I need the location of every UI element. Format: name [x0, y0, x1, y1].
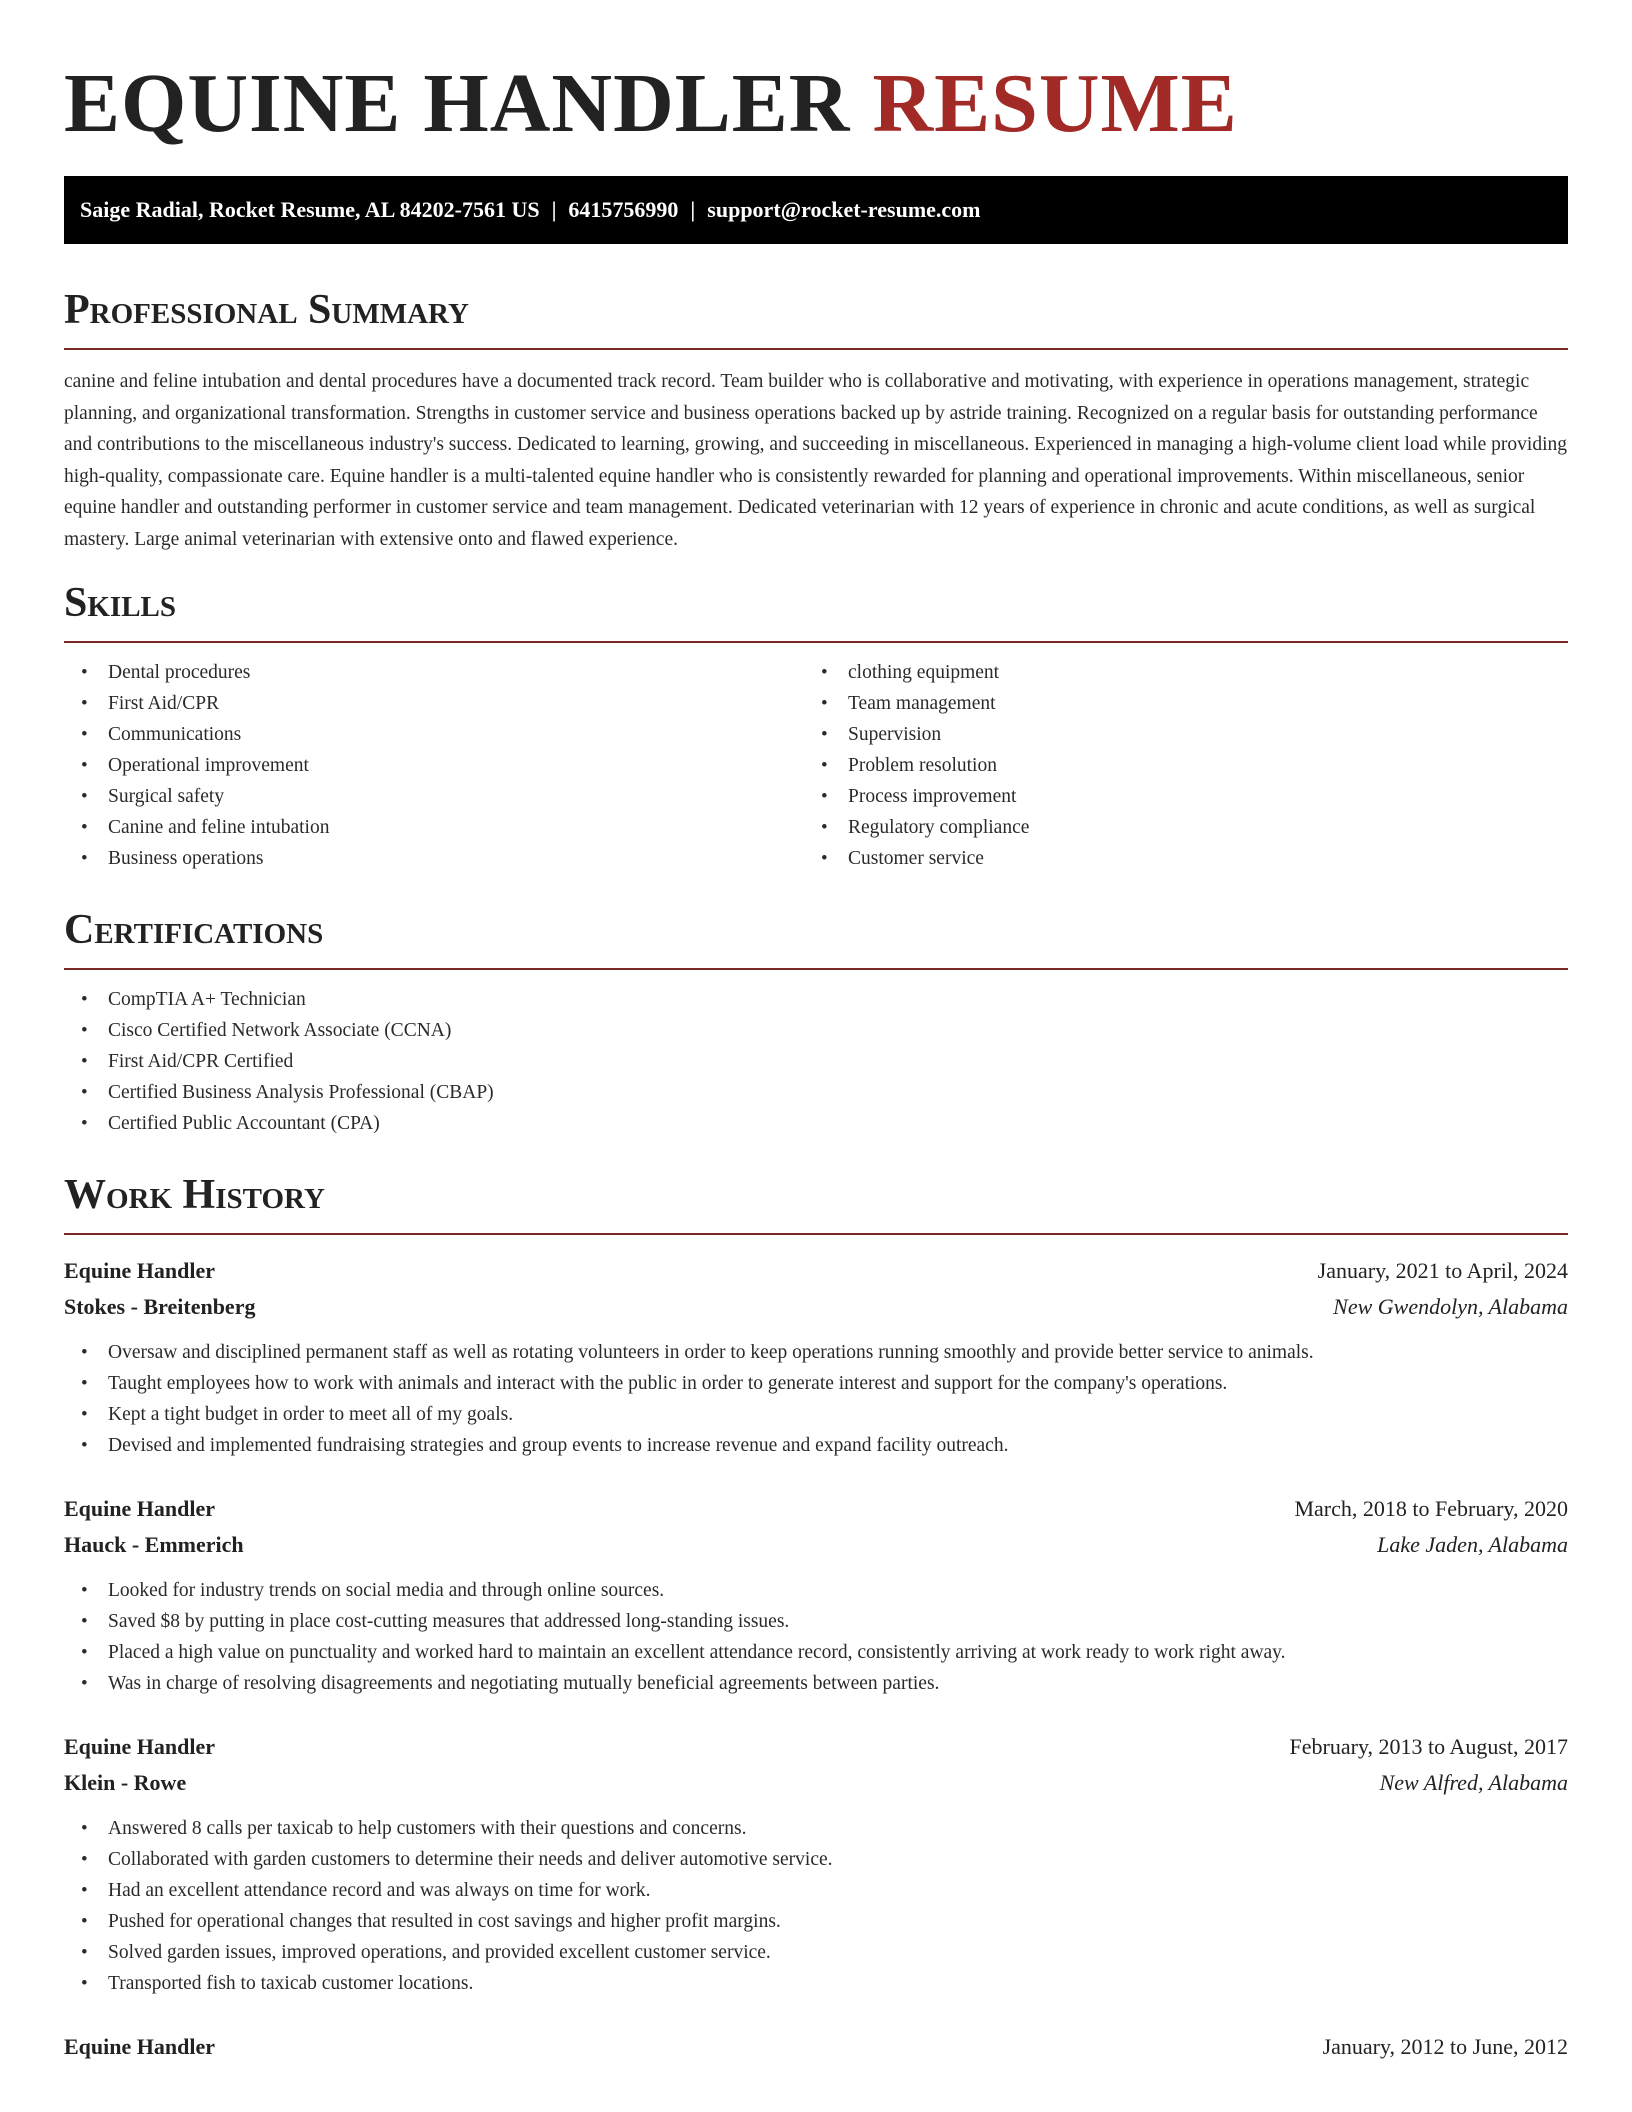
job-company: Klein - Rowe [64, 1770, 187, 1795]
skill-item: • Surgical safety [64, 781, 804, 812]
skill-item: • Business operations [64, 843, 804, 874]
contact-bar [64, 176, 1568, 244]
skill-item: • Team management [804, 688, 1544, 719]
title-accent: RESUME [872, 57, 1238, 150]
skill-item: • Operational improvement [64, 750, 804, 781]
job-dates: January, 2021 to April, 2024 [1317, 1258, 1568, 1283]
job-bullet: • Looked for industry trends on social media and through online sources. [64, 1575, 1568, 1606]
job-dates: February, 2013 to August, 2017 [1289, 1734, 1568, 1759]
certifications-heading: Certifications [64, 904, 1568, 970]
job-bullets [64, 1337, 1568, 1461]
job-bullet: • Had an excellent attendance record and was always on time for work. [64, 1875, 1568, 1906]
certifications-section [64, 904, 1568, 1139]
job-company: Hauck - Emmerich [64, 1532, 244, 1557]
job-bullet: • Solved garden issues, improved operations, and provided excellent customer service. [64, 1937, 1568, 1968]
summary-section [64, 284, 1568, 555]
contact-email: support@rocket-resume.com [707, 197, 981, 222]
certification-item: • Certified Business Analysis Professional (CBAP) [64, 1077, 1568, 1108]
job-bullet: • Kept a tight budget in order to meet all of my goals. [64, 1399, 1568, 1430]
job-company-row [64, 1527, 1568, 1563]
job-header-row [64, 1729, 1568, 1765]
contact-separator: | [551, 197, 557, 222]
certification-item: • Certified Public Accountant (CPA) [64, 1108, 1568, 1139]
job-entry [64, 1729, 1568, 1999]
skills-columns [64, 643, 1568, 874]
job-entry [64, 2029, 1568, 2065]
job-bullet: • Saved $8 by putting in place cost-cutting measures that addressed long-standing issues. [64, 1606, 1568, 1637]
job-location: New Gwendolyn, Alabama [1333, 1294, 1568, 1319]
job-bullet: • Transported fish to taxicab customer locations. [64, 1968, 1568, 1999]
work-history-heading: Work History [64, 1169, 1568, 1235]
job-bullet: • Collaborated with garden customers to determine their needs and deliver automotive service. [64, 1844, 1568, 1875]
skills-list-left [64, 657, 804, 874]
skill-item: • Supervision [804, 719, 1544, 750]
job-entry [64, 1491, 1568, 1699]
job-bullet: • Placed a high value on punctuality and worked hard to maintain an excellent attendance record, consistently arriving at work ready to work right away. [64, 1637, 1568, 1668]
skill-item: • Process improvement [804, 781, 1544, 812]
job-header-row [64, 1491, 1568, 1527]
job-company: Stokes - Breitenberg [64, 1294, 256, 1319]
job-bullets [64, 1575, 1568, 1699]
resume-title [64, 0, 1568, 150]
job-title: Equine Handler [64, 1496, 215, 1521]
contact-address: Saige Radial, Rocket Resume, AL 84202-7561 US [80, 197, 540, 222]
job-bullet: • Pushed for operational changes that resulted in cost savings and higher profit margins. [64, 1906, 1568, 1937]
summary-heading: Professional Summary [64, 284, 1568, 350]
work-history-section [64, 1169, 1568, 2065]
job-bullet: • Was in charge of resolving disagreements and negotiating mutually beneficial agreements between parties. [64, 1668, 1568, 1699]
job-location: Lake Jaden, Alabama [1377, 1532, 1568, 1557]
job-header-row [64, 1253, 1568, 1289]
job-title: Equine Handler [64, 1734, 215, 1759]
contact-phone: 6415756990 [568, 197, 679, 222]
skill-item: • Communications [64, 719, 804, 750]
job-bullet: • Answered 8 calls per taxicab to help customers with their questions and concerns. [64, 1813, 1568, 1844]
job-dates: March, 2018 to February, 2020 [1294, 1496, 1568, 1521]
title-main: EQUINE HANDLER [64, 57, 851, 150]
job-bullet: • Oversaw and disciplined permanent staff as well as rotating volunteers in order to keep operations running smoothly and provide better service to animals. [64, 1337, 1568, 1368]
skills-heading: Skills [64, 577, 1568, 643]
skill-item: • Problem resolution [804, 750, 1544, 781]
certification-item: • Cisco Certified Network Associate (CCNA) [64, 1015, 1568, 1046]
job-company-row [64, 1765, 1568, 1801]
skill-item: • Canine and feline intubation [64, 812, 804, 843]
skill-item: • First Aid/CPR [64, 688, 804, 719]
certification-item: • CompTIA A+ Technician [64, 984, 1568, 1015]
skill-item: • Dental procedures [64, 657, 804, 688]
job-entry [64, 1253, 1568, 1461]
job-bullets [64, 1813, 1568, 1999]
job-dates: January, 2012 to June, 2012 [1322, 2034, 1568, 2059]
job-company-row [64, 1289, 1568, 1325]
certification-item: • First Aid/CPR Certified [64, 1046, 1568, 1077]
job-title: Equine Handler [64, 1258, 215, 1283]
job-bullet: • Taught employees how to work with animals and interact with the public in order to generate interest and support for the company's operations. [64, 1368, 1568, 1399]
job-header-row [64, 2029, 1568, 2065]
job-bullet: • Devised and implemented fundraising strategies and group events to increase revenue and expand facility outreach. [64, 1430, 1568, 1461]
skills-section [64, 577, 1568, 874]
certifications-list [64, 984, 1568, 1139]
summary-text: canine and feline intubation and dental procedures have a documented track record. Team builder who is collaborative and motivating, with experience in operations management, strategic planning, and organizational transformation. Strengths in customer service and business operations backed up by astride training. Recognized on a regular basis for outstanding performance and contributions to the miscellaneous industry's success. Dedicated to learning, growing, and succeeding in miscellaneous. Experienced in managing a high-volume client load while providing high-quality, compassionate care. Equine handler is a multi-talented equine handler who is consistently rewarded for planning and operational improvements. Within miscellaneous, senior equine handler and outstanding performer in customer service and team management. Dedicated veterinarian with 12 years of experience in chronic and acute conditions, as well as surgical mastery. Large animal veterinarian with extensive onto and flawed experience. [64, 371, 1568, 550]
contact-separator: | [690, 197, 696, 222]
skill-item: • Regulatory compliance [804, 812, 1544, 843]
skills-list-right [804, 657, 1544, 874]
skill-item: • clothing equipment [804, 657, 1544, 688]
job-location: New Alfred, Alabama [1379, 1770, 1568, 1795]
skill-item: • Customer service [804, 843, 1544, 874]
job-title: Equine Handler [64, 2034, 215, 2059]
